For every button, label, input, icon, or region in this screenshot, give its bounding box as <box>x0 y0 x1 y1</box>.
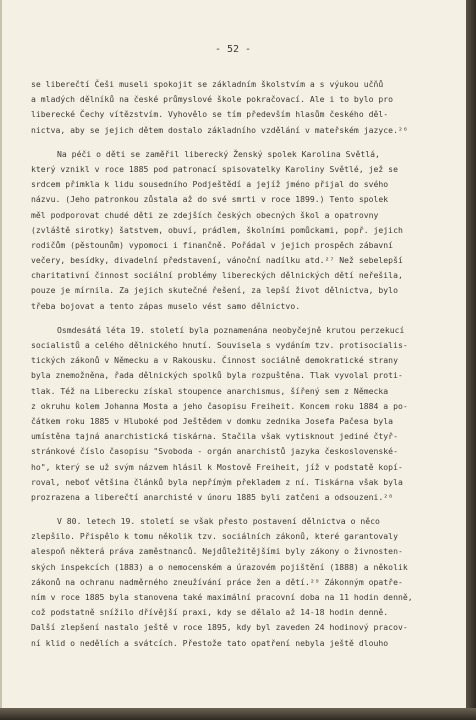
page-edge-bottom <box>0 708 476 720</box>
text-line: který vznikl v roce 1885 pod patronací spisovatelky Karoliny Světlé, jež se <box>31 163 398 174</box>
text-line: V 80. letech 19. století se však přesto postavení dělnictva o něco <box>57 516 380 527</box>
text-line: byla znemožněna, řada dělnických spolků byla rozpuštěna. Tlak vyvolal proti- <box>31 370 403 381</box>
page-number: - 52 - <box>214 44 252 55</box>
text-line: stránkové číslo časopisu "Svoboda - orgán anarchistů jazyka československé- <box>31 446 398 457</box>
text-line: ním v roce 1885 byla stanovena také maximální pracovní doba na 11 hodin denně, <box>31 592 413 602</box>
text-line: čátkem roku 1885 v Hluboké pod Ještědem v domku zednika Josefa Pačesa byla <box>31 415 394 426</box>
text-line: charitativní činnost sociální problémy libereckých dělnických dětí neřešila, <box>31 270 403 281</box>
text-line: z okruhu kolem Johanna Mosta a jeho časopisu Freiheit. Koncem roku 1884 a po- <box>31 400 408 411</box>
text-line: Osmdesátá léta 19. století byla poznamenána neobyčejně krutou perzekucí <box>57 324 405 335</box>
text-line: rodičům (pěstounům) vypomoci i finančně. Pořádal v jejich prospěch zábavní <box>31 239 394 250</box>
text-line: (zvláště sirotky) šatstvem, obuví, prádlem, školními pomůckami, popř. jejich <box>31 224 403 235</box>
text-line: měl podporovat chudé děti ze zdejších českých obecných škol a opatrovny <box>31 209 379 220</box>
text-line: a mladých dělníků na české průmyslové škole pokračovací. Ale i to bylo pro <box>31 94 394 105</box>
text-line: ských inspekcích (1883) a o nemocenském a úrazovém pojištění (1888) a několik <box>31 561 408 572</box>
text-line: umístěna tajná anarchistická tiskárna. Stačila však vytisknout jediné čtyř- <box>31 431 398 442</box>
text-line: pouze je mírnila. Za jejich skutečné řešení, za lepší život dělnictva, bylo <box>31 285 398 296</box>
text-line: ho", který se už svým názvem hlásil k Mostově Freiheit, jíž v podstatě kopí- <box>31 461 403 472</box>
text-line: ní klid o nedělích a svátcích. Přestože tato opatření nebyla ještě dlouho <box>31 637 389 648</box>
text-line: alespoň některá práva zaměstnanců. Nejdůležitějšími byly zákony o živnosten- <box>31 546 403 557</box>
page-edge-right <box>466 0 476 720</box>
paragraph <box>31 77 451 138</box>
paragraph-gap <box>31 314 451 323</box>
paragraph-gap <box>31 505 451 514</box>
text-line: srdcem přimkla k lidu sousedního Podještědí a jejíž jméno přijal do svého <box>31 179 389 190</box>
text-line: tických zákonů v Německu a v Rakousku. Činnost sociálně demokratické strany <box>31 355 398 366</box>
text-line: zákonů na ochranu nadměrného zneužívání práce žen a dětí.²⁹ Zákonným opatře- <box>31 576 403 587</box>
text-line: prozrazena a liberečtí anarchisté v únoru 1885 byli zatčeni a odsouzeni.²⁸ <box>31 491 394 502</box>
text-line: socialistů a celého dělnického hnutí. Souvisela s vydáním tzv. protisocialis- <box>31 340 408 350</box>
text-line: liberecké Čechy vítězstvím. Vyhovělo se tím především hlasům českého děl- <box>31 109 389 120</box>
paragraph-gap <box>31 138 451 147</box>
text-line: Na péči o děti se zaměřil liberecký Ženský spolek Karolina Světlá, <box>57 148 380 159</box>
text-line: zlepšilo. Přispělo k tomu několik tzv. sociálních zákonů, které garantovaly <box>31 531 398 542</box>
text-line: tlak. Též na Liberecku získal stoupence anarchismus, šířený sem z Německa <box>31 385 389 396</box>
paragraph <box>31 147 451 314</box>
text-line: roval, neboť většina článků byla nepřímým překladem z ní. Tiskárna však byla <box>31 476 403 487</box>
text-line: nictva, aby se jejich dětem dostalo základního vzdělání v mateřském jazyce.²⁶ <box>31 124 408 135</box>
text-line: se liberečtí Češi museli spokojit se základním školstvím a s výukou učňů <box>31 79 384 89</box>
text-line: názvu. (Jeho patronkou zůstala až do své smrti v roce 1899.) Tento spolek <box>31 194 389 205</box>
text-line: což podstatně snížilo dřívější praxi, kdy se dělalo až 14-18 hodin denně. <box>31 607 389 618</box>
text-line: večery, besídky, divadelní představení, vánoční nadílku atd.²⁷ Než sebelepší <box>31 255 403 266</box>
text-line: Další zlepšení nastalo ještě v roce 1895, kdy byl zaveden 24 hodinový pracov- <box>31 622 408 633</box>
body-text <box>31 77 451 651</box>
text-line: třeba bojovat a tento zápas muselo vést samo dělnictvo. <box>31 300 301 311</box>
paragraph <box>31 514 451 651</box>
paragraph <box>31 323 451 505</box>
